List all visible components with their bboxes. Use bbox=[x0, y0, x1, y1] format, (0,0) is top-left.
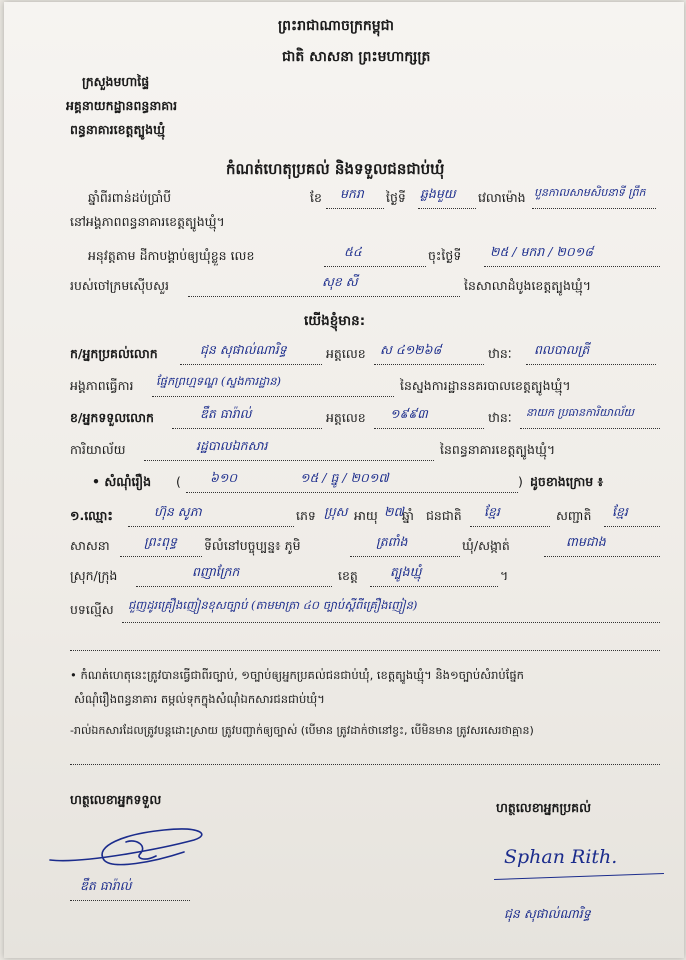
ministry-line-1: ក្រសួងមហាផ្ទៃ bbox=[82, 74, 150, 89]
receiver-rank-label: អត្តលេខ bbox=[326, 410, 366, 425]
day-dotted-line bbox=[418, 208, 476, 209]
blank-dotted-line-2 bbox=[70, 764, 660, 765]
receiver-title-dotted-line bbox=[520, 428, 660, 429]
order-date-dotted-line bbox=[484, 266, 660, 267]
judge-dotted-line bbox=[188, 296, 460, 297]
village-value: ត្រពាំង bbox=[376, 534, 408, 549]
time-label: វេលាម៉ោង bbox=[478, 190, 526, 205]
case-open-paren: ( bbox=[176, 474, 181, 489]
giver-signature: Sphan Rith. bbox=[504, 846, 618, 868]
nation-dotted-line bbox=[470, 526, 550, 527]
receiver-name-dotted-line bbox=[172, 428, 322, 429]
case-suffix: ដូចខាងក្រោម ៖ bbox=[530, 474, 604, 489]
age-label: អាយុ bbox=[354, 508, 378, 523]
court-suffix: នៃសាលាដំបូងខេត្តត្បូងឃ្មុំ។ bbox=[464, 278, 592, 293]
province-dotted-line bbox=[370, 586, 498, 587]
citizen-value: ខ្មែរ bbox=[612, 504, 628, 519]
giver-title-value: ពលបាលត្រី bbox=[534, 342, 590, 357]
day-value: ឆ្លងមួយ bbox=[420, 186, 456, 201]
person-name-value: ហ៊ុន សូភា bbox=[154, 504, 202, 519]
religion-label: សាសនា bbox=[70, 538, 110, 553]
ministry-line-2: អគ្គនាយកដ្ឋានពន្ធនាគារ bbox=[66, 98, 178, 113]
order-label: អនុវត្តតាម ដីកាបង្គាប់ឲ្យឃុំខ្លួន លេខ bbox=[88, 248, 255, 263]
receiver-rank-value: ១៩៩៣ bbox=[390, 406, 428, 421]
village-dotted-line bbox=[350, 556, 460, 557]
kingdom-heading: ព្រះរាជាណាចក្រកម្ពុជា bbox=[278, 18, 395, 34]
note-documents: -រាល់ឯកសារដែលត្រូវបន្តដោះស្រាយ ត្រូវបញ្ជាក់ឲ្យច្បាស់ (បើមាន ត្រូវដាក់ថានៅខ្វះ, បើមិនមាន ត្រូវសរសេរថាគ្មាន) bbox=[70, 724, 534, 737]
sex-value: ប្រុស bbox=[324, 504, 348, 519]
religion-value: ព្រះពុទ្ធ bbox=[144, 534, 178, 549]
giver-unit-dotted-line bbox=[152, 396, 394, 397]
giver-rank-value: ស ៤១២៦៨ bbox=[380, 342, 442, 357]
receiver-signature-label: ហត្ថលេខាអ្នកទទួល bbox=[70, 792, 162, 807]
giver-title-label: ឋានៈ bbox=[488, 346, 512, 361]
time-value: បួនកាលសាមសិបនាទី ព្រឹក bbox=[534, 186, 646, 199]
case-label: • សំណុំរឿង bbox=[92, 474, 152, 489]
receiver-label: ខ/អ្នកទទួលលោក bbox=[70, 410, 154, 425]
offense-label: បទល្មើស bbox=[70, 602, 114, 617]
giver-signature-stroke bbox=[494, 873, 664, 880]
nation-value: ខ្មែរ bbox=[484, 504, 500, 519]
province-label: ខេត្ត bbox=[338, 568, 358, 583]
receiver-office-value: រដ្ឋបាលឯកសារ bbox=[196, 438, 268, 453]
year-label: ឆ្នាំពីរពាន់ដប់ប្រាំបី bbox=[88, 190, 172, 205]
receiver-office-label: ការិយាល័យ bbox=[70, 442, 126, 457]
judge-name: សុខ សី bbox=[322, 274, 358, 289]
person-name-dotted-line bbox=[128, 526, 294, 527]
receiver-signature-name: ឌឹត ធារ៉ាល់ bbox=[80, 878, 132, 893]
giver-signature-name: ជុន សុផាល់ណារិទ្ធ bbox=[504, 906, 591, 921]
giver-unit-value: ផ្នែកព្រហ្មទណ្ឌ (ស្នងការដ្ឋាន) bbox=[156, 374, 281, 388]
province-value: ត្បូងឃ្មុំ bbox=[390, 564, 422, 579]
case-number: ៦១០ bbox=[210, 470, 238, 485]
religion-dotted-line bbox=[120, 556, 202, 557]
province-end: ។ bbox=[500, 568, 509, 583]
we-heading: យើងខ្ញុំមាន: bbox=[304, 313, 366, 329]
age-unit: ឆ្នាំ bbox=[402, 508, 414, 523]
note-copies: • កំណត់ហេតុនេះត្រូវបានធ្វើជាពីរច្បាប់, ១ច្បាប់ឲ្យអ្នកប្រគល់ជនជាប់ឃុំ, ខេត្តត្បូងឃ្មុំ។ និង១ច្បាប់សំរាប់ផ្នែក bbox=[70, 668, 524, 682]
month-label: ខែ bbox=[310, 190, 322, 205]
note-copies-cont: សំណុំរឿងពន្ធនាគារ តម្កល់ទុកក្នុងសំណុំឯកសារជនជាប់ឃុំ។ bbox=[74, 692, 325, 706]
giver-title-dotted-line bbox=[526, 364, 656, 365]
case-date: ១៥ / ធ្នូ / ២០១៧ bbox=[300, 470, 389, 485]
receiver-title-label: ឋានៈ bbox=[488, 410, 512, 425]
sex-label: ភេទ bbox=[296, 508, 316, 523]
month-dotted-line bbox=[326, 208, 384, 209]
address-label: ទីលំនៅបច្ចុប្បន្ន៖ ភូមិ bbox=[204, 538, 301, 553]
receiver-office-suffix: នៃពន្ធនាគារខេត្តត្បូងឃ្មុំ។ bbox=[440, 442, 556, 457]
month-value: មករា bbox=[340, 186, 364, 201]
case-dotted-line bbox=[186, 492, 518, 493]
order-number: ៥៤ bbox=[344, 244, 362, 259]
case-close-paren: ) bbox=[518, 474, 523, 489]
order-number-dotted-line bbox=[324, 266, 426, 267]
receiver-office-dotted-line bbox=[144, 460, 434, 461]
receiver-rank-dotted-line bbox=[374, 428, 484, 429]
citizen-label: សញ្ជាតិ bbox=[556, 508, 592, 523]
giver-unit-suffix: នៃស្នងការដ្ឋាននគរបាលខេត្តត្បូងឃ្មុំ។ bbox=[400, 378, 571, 393]
order-date-value: ២៥ / មករា / ២០១៨ bbox=[490, 244, 594, 259]
district-dotted-line bbox=[136, 586, 332, 587]
ministry-line-3: ពន្ធនាគារខេត្តត្បូងឃ្មុំ bbox=[70, 122, 165, 137]
citizen-dotted-line bbox=[604, 526, 660, 527]
district-label: ស្រុក/ក្រុង bbox=[70, 568, 118, 583]
blank-dotted-line-1 bbox=[70, 650, 660, 651]
receiver-name: ឌឹត ធារ៉ាល់ bbox=[200, 406, 252, 421]
motto-heading: ជាតិ សាសនា ព្រះមហាក្សត្រ bbox=[282, 49, 431, 65]
age-value: ២៧ bbox=[384, 504, 404, 519]
court-label: របស់ចៅក្រមស៊ើបសួរ bbox=[70, 278, 169, 293]
nation-label: ជនជាតិ bbox=[426, 508, 462, 523]
commune-dotted-line bbox=[544, 556, 660, 557]
commune-label: ឃុំ/សង្កាត់ bbox=[462, 538, 510, 553]
commune-value: ពាមជាង bbox=[566, 534, 606, 549]
district-value: ពញាក្រែក bbox=[192, 564, 240, 579]
offense-dotted-line bbox=[122, 622, 660, 623]
giver-signature-label: ហត្ថលេខាអ្នកប្រគល់ bbox=[496, 800, 591, 815]
document-page bbox=[4, 2, 684, 958]
giver-rank-label: អត្តលេខ bbox=[326, 346, 366, 361]
receiver-title-value: នាយក ប្រធានការិយាល័យ bbox=[526, 406, 635, 419]
document-title: កំណត់ហេតុប្រគល់ និងទទួលជនជាប់ឃុំ bbox=[226, 160, 445, 178]
giver-rank-dotted-line bbox=[374, 364, 484, 365]
giver-name: ជុន សុផាល់ណារិទ្ធ bbox=[200, 342, 287, 357]
day-label: ថ្ងៃទី bbox=[386, 190, 406, 205]
order-date-label: ចុះថ្ងៃទី bbox=[428, 248, 462, 263]
giver-unit-label: អង្គភាពធ្វើការ bbox=[70, 378, 134, 393]
person-name-label: ១.ឈ្មោះ bbox=[70, 508, 113, 523]
offense-value: ជួញដូរគ្រឿងញៀនខុសច្បាប់ (តាមមាត្រា ៤០ ច្បាប់ស្តីពីគ្រឿងញៀន) bbox=[128, 598, 418, 612]
place-text: នៅអង្គភាពពន្ធនាគារខេត្តត្បូងឃ្មុំ។ bbox=[70, 214, 225, 229]
time-dotted-line bbox=[532, 208, 656, 209]
giver-label: ក/អ្នកប្រគល់លោក bbox=[70, 346, 158, 361]
giver-name-dotted-line bbox=[180, 364, 322, 365]
receiver-signature bbox=[44, 820, 214, 878]
receiver-name-underline bbox=[70, 900, 190, 901]
